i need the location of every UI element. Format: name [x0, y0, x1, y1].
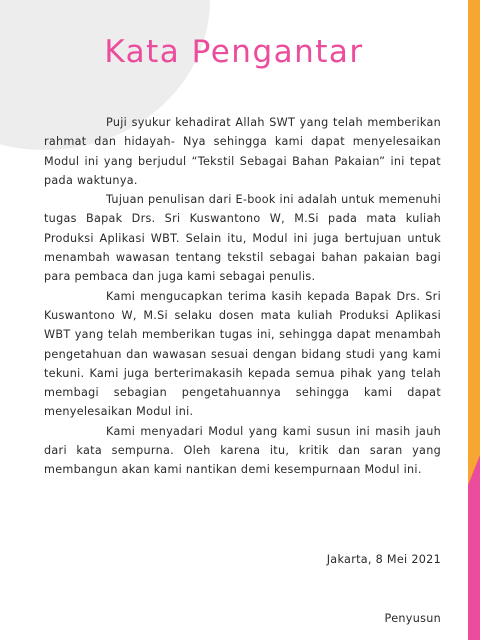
page-title: Kata Pengantar: [104, 34, 364, 70]
paragraph-2: Tujuan penulisan dari E-book ini adalah untuk memenuhi tugas Bapak Drs. Sri Kuswantono W, M.Si pada mata kuliah Produksi Aplikasi WBT. Selain itu, Modul ini juga bertujuan untuk menambah wawasan tentang tekstil sebagai bahan pakaian bagi para pembaca dan juga kami sebagai penulis.: [44, 193, 441, 284]
paragraph-4: Kami menyadari Modul yang kami susun ini masih jauh dari kata sempurna. Oleh karena itu, kritik dan saran yang membangun akan kami nantikan demi kesempurnaan Modul ini.: [44, 424, 441, 477]
place-date: Jakarta, 8 Mei 2021: [326, 553, 441, 566]
signer: Penyusun: [384, 612, 441, 625]
paragraph-1: Puji syukur kehadirat Allah SWT yang telah memberikan rahmat dan hidayah- Nya sehingga kami dapat menyelesaikan Modul ini yang berjudul “Tekstil Sebagai Bahan Pakaian” ini tepat pada waktunya.: [44, 116, 441, 187]
preface-body: [44, 113, 441, 480]
paragraph-3: Kami mengucapkan terima kasih kepada Bapak Drs. Sri Kuswantono W, M.Si selaku dosen mata kuliah Produksi Aplikasi WBT yang telah memberikan tugas ini, sehingga dapat menambah pengetahuan dan wawasan sesuai dengan bidang studi yang kami tekuni. Kami juga berterimakasih kepada semua pihak yang telah membagi sebagian pengetahuannya sehingga kami dapat menyelesaikan Modul ini.: [44, 289, 441, 419]
